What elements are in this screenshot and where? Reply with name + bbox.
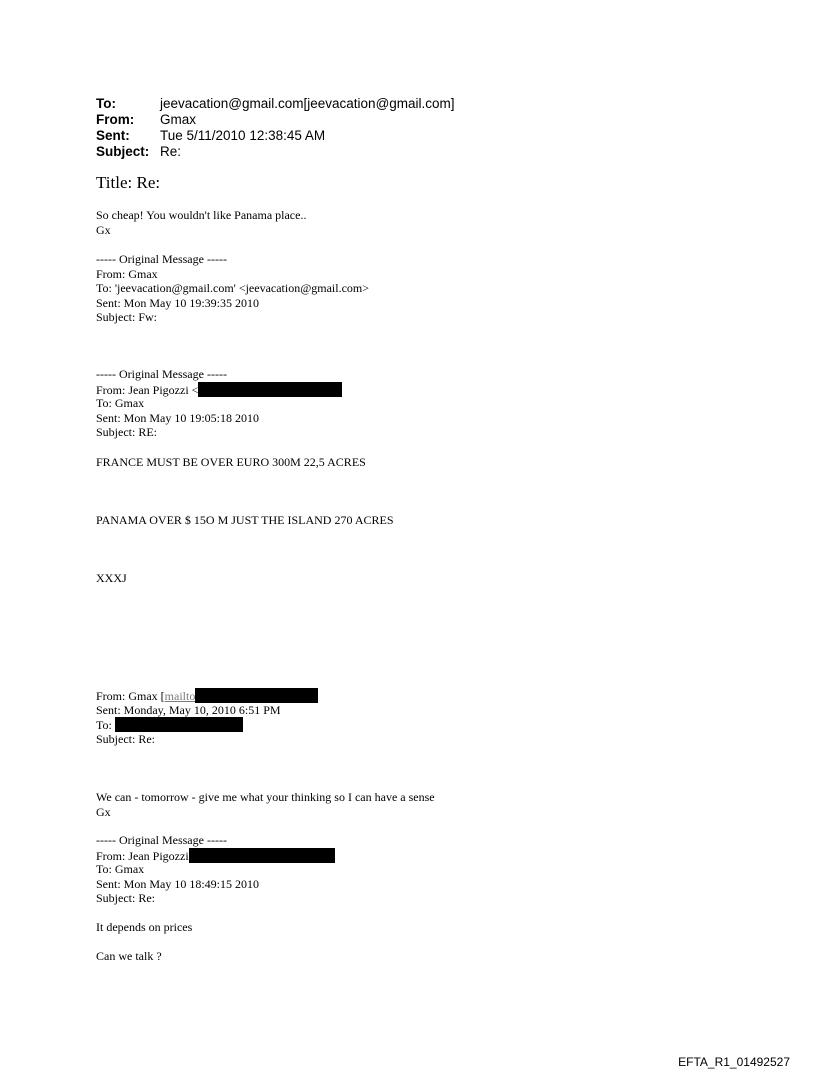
signature: Gx xyxy=(96,804,111,819)
to-line xyxy=(96,717,318,732)
to-line: To: 'jeevacation@gmail.com' <jeevacation@gmail.com> xyxy=(96,281,370,295)
to-label: To: xyxy=(96,96,116,111)
redaction-bar xyxy=(115,717,243,732)
message-divider: ----- Original Message ----- xyxy=(96,367,227,381)
from-line xyxy=(96,382,342,397)
message-signoff: XXXJ xyxy=(96,571,127,585)
from-row xyxy=(96,112,455,128)
subject-line: Subject: Fw: xyxy=(96,310,158,324)
from-text: From: Jean Pigozzi < xyxy=(96,382,199,397)
redaction-bar xyxy=(198,382,342,397)
sent-label: Sent: xyxy=(96,128,130,143)
sent-line: Sent: Mon May 10 19:05:18 2010 xyxy=(96,410,260,425)
from-line xyxy=(96,688,318,703)
reply-body xyxy=(96,208,306,237)
sent-line: Sent: Mon May 10 19:39:35 2010 xyxy=(96,295,260,310)
sent-row xyxy=(96,128,455,144)
message-line-panama: PANAMA OVER $ 15O M JUST THE ISLAND 270 ACRES xyxy=(96,513,394,527)
from-text: From: Gmax [ xyxy=(96,689,165,703)
original-message-1 xyxy=(96,252,369,325)
subject-label: Subject: xyxy=(96,144,150,159)
document-title: Title: Re: xyxy=(96,173,161,192)
sent-line: Sent: Mon May 10 18:49:15 2010 xyxy=(96,876,260,891)
subject-row xyxy=(96,144,455,160)
to-line: To: Gmax xyxy=(96,396,145,410)
to-text: To: xyxy=(96,718,112,732)
redaction-bar xyxy=(189,848,335,863)
message-divider: ----- Original Message ----- xyxy=(96,252,227,266)
subject-value: Re: xyxy=(160,144,182,159)
body-line: So cheap! You wouldn't like Panama place.. xyxy=(96,208,307,222)
original-message-3 xyxy=(96,688,318,746)
message-line-prices: It depends on prices xyxy=(96,920,193,934)
reply-body-2 xyxy=(96,790,435,819)
to-value: jeevacation@gmail.com[jeevacation@gmail.com] xyxy=(160,96,455,111)
to-line: To: Gmax xyxy=(96,862,145,876)
original-message-4 xyxy=(96,833,335,906)
from-text: From: Jean Pigozzi xyxy=(96,848,189,863)
sent-line: Sent: Monday, May 10, 2010 6:51 PM xyxy=(96,702,281,717)
from-line xyxy=(96,848,335,863)
document-id: EFTA_R1_01492527 xyxy=(678,1055,790,1069)
to-row xyxy=(96,96,455,112)
body-line: We can - tomorrow - give me what your thinking so I can have a sense xyxy=(96,790,435,804)
from-value: Gmax xyxy=(160,112,197,127)
signature: Gx xyxy=(96,222,111,237)
from-line: From: Gmax xyxy=(96,266,158,281)
message-line-france: FRANCE MUST BE OVER EURO 300M 22,5 ACRES xyxy=(96,455,366,469)
message-divider: ----- Original Message ----- xyxy=(96,833,227,847)
original-message-2 xyxy=(96,367,342,440)
redaction-bar xyxy=(195,688,318,703)
sent-value: Tue 5/11/2010 12:38:45 AM xyxy=(160,128,326,143)
subject-line: Subject: RE: xyxy=(96,425,157,439)
mailto-link[interactable]: mailto xyxy=(164,689,196,703)
from-label: From: xyxy=(96,112,135,127)
subject-line: Subject: Re: xyxy=(96,731,155,746)
message-line-talk: Can we talk ? xyxy=(96,949,162,963)
subject-line: Subject: Re: xyxy=(96,891,155,905)
email-header xyxy=(96,96,455,160)
